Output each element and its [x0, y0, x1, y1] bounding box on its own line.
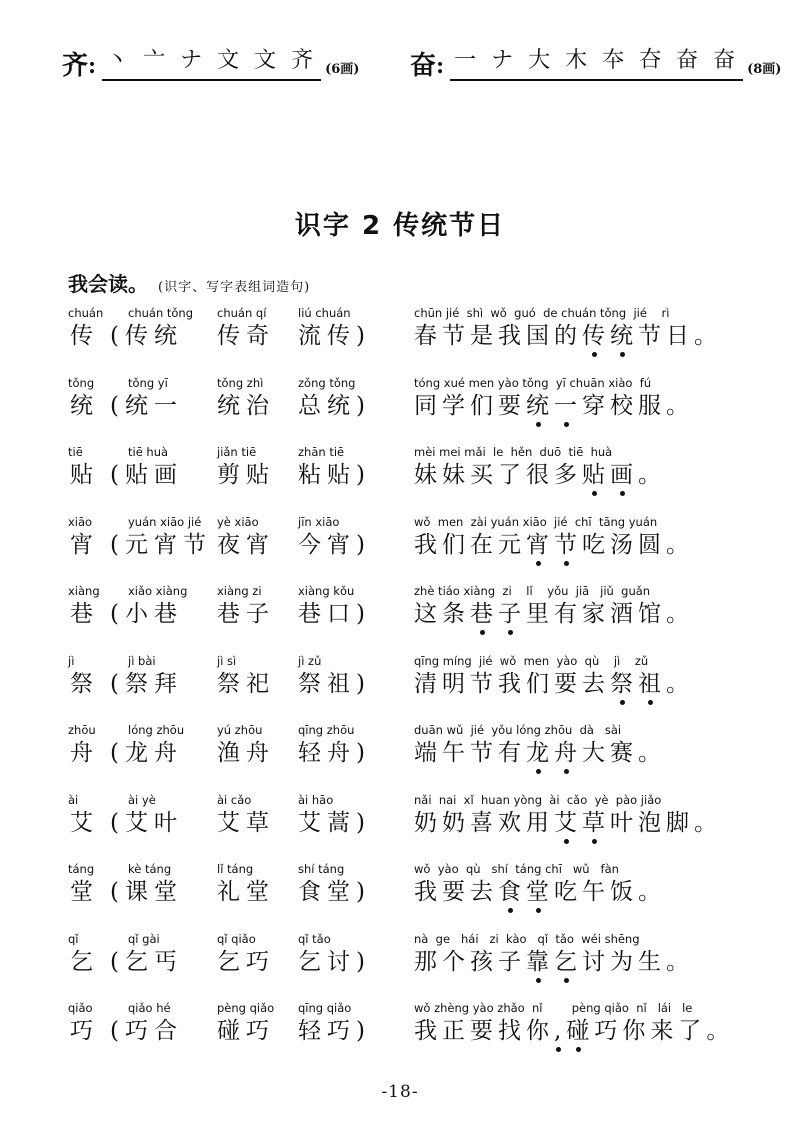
word-pinyin: yè xiāo: [217, 514, 259, 529]
word-pinyin: qīng qiǎo: [298, 1001, 352, 1015]
sentence-char: 们: [442, 531, 470, 558]
sentence-char: 脚: [666, 809, 694, 836]
sentence-char: 。: [638, 740, 666, 766]
sentence-char: 。: [694, 809, 722, 836]
word-pinyin: tǒng zhì: [217, 375, 264, 390]
sentence-char: 里: [526, 601, 554, 627]
sentence-text: [414, 809, 722, 837]
sentence-pinyin: duān wǔ jié yǒu lóng zhōu dà sài: [414, 723, 622, 737]
vocab-word: 巷子: [217, 601, 275, 627]
stroke-colon: :: [88, 53, 97, 79]
vocab-row: [0, 584, 800, 644]
word-pinyin: jīn xiāo: [298, 514, 340, 529]
sentence-char: 。: [706, 1018, 735, 1044]
sentence-char: 们: [526, 670, 554, 697]
sentence-char: 子: [498, 948, 526, 975]
sentence-char: 学: [442, 392, 470, 419]
char-pinyin: zhōu: [68, 723, 96, 737]
vocab-char: 宵: [70, 531, 93, 558]
section-note: (识字、写字表组词造句): [158, 280, 311, 295]
word-pinyin: tiē huà: [128, 445, 169, 459]
sentence-text: [414, 739, 666, 767]
vocab-word: 艾蒿): [298, 809, 371, 836]
sentence-text: [414, 531, 694, 559]
sentence-pinyin: tóng xué men yào tǒng yī chuān xiào fú: [414, 375, 652, 390]
vocab-word: 食堂): [298, 879, 371, 905]
vocab-row: [0, 932, 800, 992]
vocab-row: [0, 445, 800, 505]
vocab-word: (贴画: [110, 462, 183, 488]
vocab-word: 轻舟): [298, 740, 371, 766]
vocab-row: [0, 793, 800, 853]
sentence-pinyin: nǎi nai xǐ huan yòng ài cǎo yè pào jiǎo: [414, 792, 662, 807]
sentence-char: 宵: [526, 531, 554, 558]
stroke-char: 奋: [410, 51, 437, 81]
sentence-char: 靠: [526, 948, 554, 975]
vocab-word: 粘贴): [298, 462, 371, 488]
sentence-char: 元: [498, 531, 526, 558]
vocab-word: (统一: [110, 392, 183, 419]
sentence-char: 们: [470, 392, 498, 419]
vocab-word: (巧合: [110, 1018, 183, 1044]
char-pinyin: tiē: [68, 445, 83, 459]
sentence-char: 要: [470, 1018, 498, 1044]
word-pinyin: jì zǔ: [298, 653, 322, 668]
sentence-char: 要: [554, 670, 582, 697]
sentence-char: 奶: [414, 809, 442, 836]
sentence-char: 泡: [638, 809, 666, 836]
stroke-count: (6画): [325, 62, 360, 77]
sentence-char: 去: [470, 879, 498, 905]
sentence-char: 。: [694, 323, 722, 349]
vocab-word: 轻巧): [298, 1018, 371, 1044]
sentence-char: 妹: [414, 462, 442, 488]
sentence-text: [414, 600, 694, 628]
sentence-char: 的: [554, 323, 582, 349]
sentence-char: 个: [442, 948, 470, 975]
stroke-sequence: 丶 亠 ナ 文 文 齐: [102, 46, 321, 81]
vocab-word: 祭祀: [217, 670, 275, 697]
sentence-text: [414, 322, 722, 350]
sentence-text: [414, 670, 694, 698]
sentence-char: 家: [582, 601, 610, 627]
sentence-char: 有: [554, 601, 582, 627]
sentence-char: 圆: [638, 531, 666, 558]
sentence-char: 正: [442, 1018, 470, 1044]
sentence-char: 碰: [566, 1018, 595, 1044]
word-pinyin: ài hāo: [298, 792, 334, 807]
word-pinyin: jì sì: [217, 653, 237, 668]
vocab-word: 流传): [298, 323, 371, 349]
sentence-char: 我: [498, 323, 526, 349]
vocab-char: 乞: [70, 948, 93, 975]
vocab-word: (祭拜: [110, 670, 183, 697]
word-pinyin: zhān tiē: [298, 445, 345, 459]
char-pinyin: táng: [68, 862, 95, 876]
vocab-word: 巷口): [298, 601, 371, 627]
vocab-char: 巧: [70, 1018, 93, 1044]
vocab-word: (艾叶: [110, 809, 183, 836]
sentence-char: 条: [442, 601, 470, 627]
sentence-char: 去: [582, 670, 610, 697]
vocab-char: 舟: [70, 740, 93, 766]
stroke-count: (8画): [747, 62, 782, 77]
vocab-word: (课堂: [110, 879, 183, 905]
vocab-row: [0, 654, 800, 714]
sentence-char: 你: [622, 1018, 651, 1044]
sentence-char: 来: [650, 1018, 679, 1044]
vocab-char: 贴: [70, 462, 93, 488]
sentence-char: 端: [414, 740, 442, 766]
vocab-word: (龙舟: [110, 740, 183, 766]
sentence-char: 赛: [610, 740, 638, 766]
sentence-char: 午: [582, 879, 610, 905]
sentence-char: 祭: [610, 670, 638, 697]
sentence-char: 龙: [526, 740, 554, 766]
char-pinyin: qǐ: [68, 931, 79, 946]
lesson-title: 识字 2 传统节日: [294, 211, 506, 241]
vocab-word: 艾草: [217, 809, 275, 836]
sentence-char: 吃: [554, 879, 582, 905]
sentence-char: 我: [414, 879, 442, 905]
sentence-char: 为: [610, 948, 638, 975]
sentence-char: 明: [442, 670, 470, 697]
vocab-word: 总统): [298, 392, 371, 419]
word-pinyin: zǒng tǒng: [298, 375, 356, 390]
sentence-char: 清: [414, 670, 442, 697]
sentence-char: 食: [498, 879, 526, 905]
word-pinyin: lǐ táng: [217, 862, 254, 876]
sentence-char: 堂: [526, 879, 554, 905]
sentence-char: 有: [498, 740, 526, 766]
word-pinyin: jì bài: [128, 653, 156, 668]
vocab-word: 乞讨): [298, 948, 371, 975]
vocab-word: 统治: [217, 392, 275, 419]
vocab-word: (元宵节: [110, 531, 212, 558]
word-pinyin: shí táng: [298, 862, 345, 876]
word-pinyin: qǐ gài: [128, 931, 160, 946]
page-number: -18-: [381, 1082, 419, 1102]
vocab-char: 巷: [70, 601, 93, 627]
sentence-char: 饭: [610, 879, 638, 905]
word-pinyin: ài cǎo: [217, 792, 252, 807]
sentence-pinyin: wǒ yào qù shí táng chī wǔ fàn: [414, 862, 619, 876]
sentence-char: 舟: [554, 740, 582, 766]
sentence-char: 节: [470, 740, 498, 766]
sentence-char: 春: [414, 323, 442, 349]
vocab-char: 传: [70, 323, 93, 349]
word-pinyin: kè táng: [128, 862, 172, 876]
sentence-char: 汤: [610, 531, 638, 558]
word-pinyin: xiàng zi: [217, 584, 262, 598]
word-pinyin: jiǎn tiē: [217, 445, 257, 459]
sentence-char: 国: [526, 323, 554, 349]
stroke-order-fen: [410, 46, 781, 81]
sentence-char: 穿: [582, 392, 610, 419]
sentence-char: 。: [638, 462, 666, 488]
sentence-char: 吃: [582, 531, 610, 558]
stroke-colon: :: [436, 53, 445, 79]
sentence-pinyin: wǒ men zài yuán xiāo jié chī tāng yuán: [414, 514, 658, 529]
vocab-word: 碰巧: [217, 1018, 275, 1044]
vocab-word: 祭祖): [298, 670, 371, 697]
word-pinyin: yuán xiāo jié: [128, 514, 202, 529]
word-pinyin: liú chuán: [298, 306, 351, 320]
sentence-char: 在: [470, 531, 498, 558]
vocab-word: 礼堂: [217, 879, 275, 905]
sentence-char: 。: [666, 531, 694, 558]
word-pinyin: xiàng kǒu: [298, 584, 355, 598]
word-pinyin: pèng qiǎo: [217, 1001, 275, 1015]
sentence-text: [414, 392, 694, 420]
char-pinyin: chuán: [68, 306, 104, 320]
vocab-word: 夜宵: [217, 531, 275, 558]
sentence-char: 。: [638, 879, 666, 905]
word-pinyin: tǒng yī: [128, 375, 168, 390]
sentence-char: 你: [526, 1018, 554, 1044]
sentence-char: 我: [414, 531, 442, 558]
sentence-char: 。: [666, 948, 694, 975]
sentence-char: 草: [582, 809, 610, 836]
sentence-char: 找: [498, 1018, 526, 1044]
word-pinyin: chuán tǒng: [128, 306, 194, 320]
sentence-pinyin: qīng míng jié wǒ men yào qù jì zǔ: [414, 653, 649, 668]
sentence-char: 节: [470, 670, 498, 697]
sentence-char: 画: [610, 462, 638, 488]
vocab-word: 乞巧: [217, 948, 275, 975]
sentence-char: 这: [414, 601, 442, 627]
sentence-char: 。: [666, 392, 694, 419]
sentence-char: 。: [666, 601, 694, 627]
sentence-char: 祖: [638, 670, 666, 697]
vocab-word: (乞丐: [110, 948, 183, 975]
sentence-char: 节: [554, 531, 582, 558]
vocab-word: 剪贴: [217, 462, 275, 488]
word-pinyin: lóng zhōu: [128, 723, 185, 737]
sentence-pinyin: mèi mei mǎi le hěn duō tiē huà: [414, 445, 613, 459]
vocab-word: (小巷: [110, 601, 183, 627]
sentence-char: 同: [414, 392, 442, 419]
sentence-char: 一: [554, 392, 582, 419]
sentence-pinyin: nà ge hái zi kào qǐ tǎo wéi shēng: [414, 931, 640, 946]
sentence-char: 是: [470, 323, 498, 349]
word-pinyin: qǐ tǎo: [298, 931, 331, 946]
sentence-char: 要: [442, 879, 470, 905]
stroke-order-qi: [62, 46, 359, 81]
sentence-char: 奶: [442, 809, 470, 836]
sentence-char: 了: [678, 1018, 707, 1044]
sentence-char: 酒: [610, 601, 638, 627]
sentence-text: [414, 948, 694, 976]
char-pinyin: xiàng: [68, 584, 100, 598]
sentence-text: [414, 461, 666, 489]
sentence-char: 多: [554, 462, 582, 488]
vocab-char: 堂: [70, 879, 93, 905]
vocab-row: [0, 1001, 800, 1061]
char-pinyin: qiǎo: [68, 1001, 93, 1015]
sentence-char: 妹: [442, 462, 470, 488]
vocab-row: [0, 723, 800, 783]
vocab-row: [0, 862, 800, 922]
stroke-sequence: 一 ナ 大 木 夲 夻 奋 奋: [450, 46, 743, 81]
char-pinyin: xiāo: [68, 514, 93, 529]
sentence-char: 要: [498, 392, 526, 419]
sentence-char: 贴: [582, 462, 610, 488]
sentence-char: 乞: [554, 948, 582, 975]
char-pinyin: ài: [68, 792, 79, 807]
sentence-char: 子: [498, 601, 526, 627]
char-pinyin: tǒng: [68, 375, 95, 390]
sentence-char: 。: [666, 670, 694, 697]
sentence-char: 节: [442, 323, 470, 349]
sentence-char: 服: [638, 392, 666, 419]
sentence-text: [414, 878, 666, 906]
sentence-char: 很: [526, 462, 554, 488]
sentence-char: 传: [582, 323, 610, 349]
stroke-char: 齐: [62, 51, 89, 81]
sentence-char: 欢: [498, 809, 526, 836]
vocab-row: [0, 515, 800, 575]
sentence-char: 校: [610, 392, 638, 419]
word-pinyin: ài yè: [128, 792, 156, 807]
sentence-char: ,: [554, 1018, 567, 1044]
word-pinyin: chuán qí: [217, 306, 267, 320]
sentence-char: 孩: [470, 948, 498, 975]
sentence-text: [414, 1017, 734, 1045]
vocab-word: 渔舟: [217, 740, 275, 766]
sentence-char: 艾: [554, 809, 582, 836]
section-heading-text: 我会读。: [68, 272, 148, 296]
sentence-char: 馆: [638, 601, 666, 627]
sentence-char: 我: [414, 1018, 442, 1044]
sentence-char: 大: [582, 740, 610, 766]
section-heading: [68, 268, 310, 297]
sentence-char: 生: [638, 948, 666, 975]
vocab-word: 传奇: [217, 323, 275, 349]
sentence-char: 我: [498, 670, 526, 697]
sentence-char: 买: [470, 462, 498, 488]
sentence-char: 叶: [610, 809, 638, 836]
vocab-char: 统: [70, 392, 93, 419]
sentence-pinyin: zhè tiáo xiàng zi lǐ yǒu jiā jiǔ guǎn: [414, 584, 651, 598]
vocab-char: 艾: [70, 809, 93, 836]
sentence-char: 喜: [470, 809, 498, 836]
word-pinyin: qiǎo hé: [128, 1001, 171, 1015]
word-pinyin: xiǎo xiàng: [128, 584, 188, 598]
sentence-char: 统: [610, 323, 638, 349]
char-pinyin: jì: [68, 653, 75, 668]
vocab-word: 今宵): [298, 531, 371, 558]
sentence-char: 统: [526, 392, 554, 419]
vocab-row: [0, 376, 800, 436]
word-pinyin: qīng zhōu: [298, 723, 355, 737]
sentence-pinyin: chūn jié shì wǒ guó de chuán tǒng jié rì: [414, 306, 670, 320]
sentence-char: 节: [638, 323, 666, 349]
sentence-pinyin: wǒ zhèng yào zhǎo nǐ pèng qiǎo nǐ lái le: [414, 1001, 693, 1015]
sentence-char: 巷: [470, 601, 498, 627]
sentence-char: 巧: [594, 1018, 623, 1044]
sentence-char: 讨: [582, 948, 610, 975]
word-pinyin: yú zhōu: [217, 723, 263, 737]
sentence-char: 了: [498, 462, 526, 488]
sentence-char: 午: [442, 740, 470, 766]
vocab-char: 祭: [70, 670, 93, 697]
sentence-char: 日: [666, 323, 694, 349]
sentence-char: 那: [414, 948, 442, 975]
sentence-char: 用: [526, 809, 554, 836]
vocab-word: (传统: [110, 323, 183, 349]
word-pinyin: qǐ qiǎo: [217, 931, 256, 946]
vocab-row: [0, 306, 800, 366]
